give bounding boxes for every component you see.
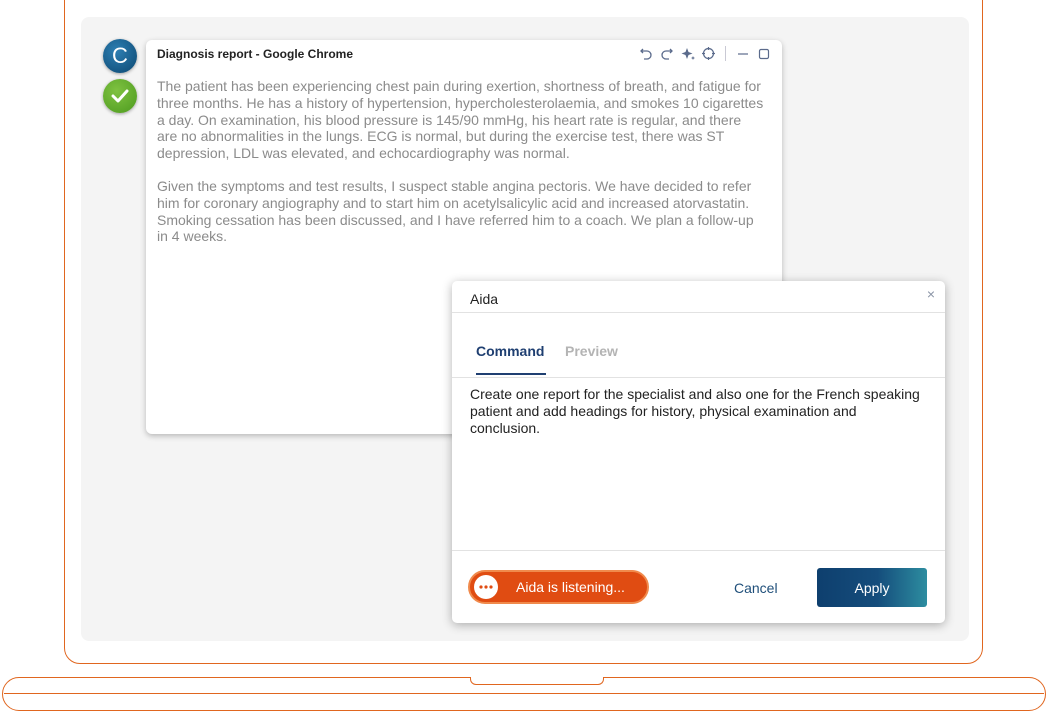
- divider: [452, 377, 945, 378]
- divider: [452, 550, 945, 551]
- divider: [452, 312, 945, 313]
- listening-label: Aida is listening...: [516, 579, 625, 595]
- report-text[interactable]: [157, 78, 765, 261]
- controls-divider: [725, 46, 726, 61]
- active-tab-indicator: [476, 373, 546, 375]
- maximize-icon[interactable]: [755, 45, 772, 62]
- app-c-icon[interactable]: [103, 39, 137, 73]
- minimize-icon[interactable]: [734, 45, 751, 62]
- dialog-title: Aida: [470, 291, 499, 307]
- tab-preview[interactable]: Preview: [565, 343, 618, 359]
- command-input[interactable]: Create one report for the specialist and also one for the French speaking patient and add headings for history, physical examination and conclusion.: [470, 386, 920, 436]
- cancel-button[interactable]: Cancel: [734, 580, 778, 596]
- redo-icon[interactable]: [658, 45, 675, 62]
- microphone-dots-icon: [474, 575, 498, 599]
- laptop-notch: [470, 677, 604, 685]
- undo-icon[interactable]: [637, 45, 654, 62]
- report-paragraph: Given the symptoms and test results, I suspect stable angina pectoris. We have decided to refer him for coronary angiography and to start him on acetylsalicylic acid and increased atorvastatin. Smoking cessation has been discussed, and I have referred him to a coach. We plan a follow-up in 4 weeks.: [157, 177, 754, 245]
- window-controls: [637, 45, 772, 62]
- aida-dialog: [452, 281, 945, 623]
- check-icon[interactable]: [103, 79, 137, 113]
- listening-button[interactable]: [468, 570, 649, 604]
- app-c-letter: C: [112, 43, 128, 68]
- tab-command[interactable]: Command: [476, 343, 545, 359]
- close-icon[interactable]: ×: [926, 286, 935, 302]
- window-title: Diagnosis report - Google Chrome: [157, 47, 354, 61]
- laptop-base-line: [4, 693, 1044, 694]
- apply-button[interactable]: Apply: [817, 568, 927, 607]
- crosshair-icon[interactable]: [700, 45, 717, 62]
- checkmark-glyph: [111, 89, 129, 103]
- report-paragraph: The patient has been experiencing chest pain during exertion, shortness of breath, and fatigue for three months. He has a history of hypertension, hypercholesterolaemia, and smokes 10 cigarettes a day. On examination, his blood pressure is 145/90 mmHg, his heart rate is regular, and there are no abnormalities in the lungs. ECG is normal, but during the exercise test, there was ST depression, LDL was elevated, and echocardiography was normal.: [157, 78, 764, 162]
- sparkle-icon[interactable]: [679, 45, 696, 62]
